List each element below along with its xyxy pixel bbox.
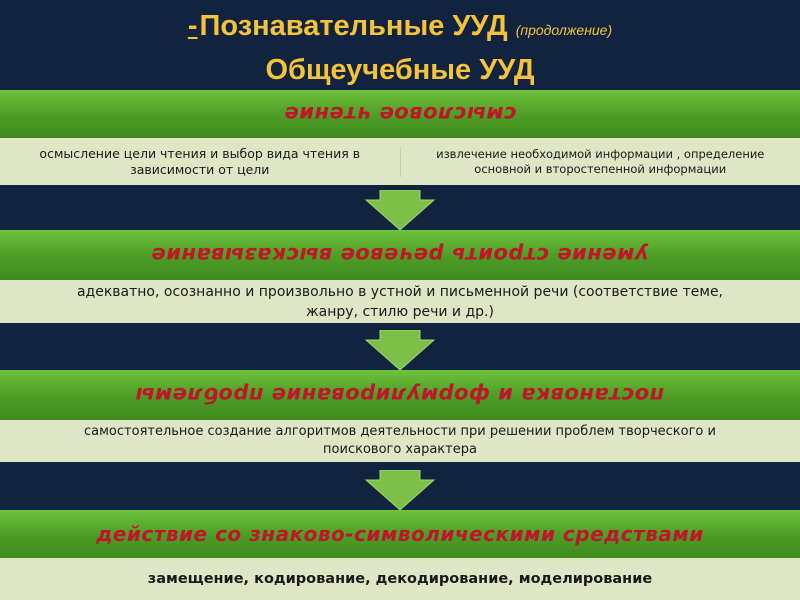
- symbolic-description: замещение, кодирование, декодирование, моделирование: [147, 571, 653, 587]
- section-text-problem: [0, 420, 800, 462]
- section-header-reading: [0, 90, 800, 138]
- page-subtitle: Общеучебные УУД: [265, 54, 535, 86]
- section-text-speech: [0, 280, 800, 323]
- section-header-problem: [0, 370, 800, 420]
- speech-description: адекватно, осознанно и произвольно в устной и письменной речи (соответствие теме, жанру, стилю речи и др.): [76, 283, 724, 320]
- down-arrow-icon: [364, 190, 436, 230]
- section-header-label: смысловое чтение: [283, 102, 517, 126]
- title-subtitle: (продолжение): [515, 22, 613, 38]
- section-header-label: действие со знаково-символическими средствами: [96, 522, 704, 546]
- page-title: [0, 10, 800, 43]
- down-arrow-icon: [364, 330, 436, 370]
- title-dash: -: [187, 10, 198, 42]
- reading-goal-text: осмысление цели чтения и выбор вида чтения в зависимости от цели: [39, 145, 361, 177]
- section-header-label: умение строить речевое высказывание: [151, 243, 649, 267]
- problem-description: самостоятельное создание алгоритмов деятельности при решении проблем творческого и поискового характера: [84, 424, 716, 457]
- section-text-symbolic: [0, 558, 800, 600]
- title-line1: Познавательные УУД: [199, 10, 508, 42]
- section-header-symbolic: [0, 510, 800, 558]
- section-header-speech: [0, 230, 800, 280]
- section-header-label: постановка и формулирование проблемы: [135, 383, 665, 407]
- information-extraction-text: извлечение необходимой информации , определение основной и второстепенной информации: [400, 147, 800, 177]
- down-arrow-icon: [364, 470, 436, 510]
- section-text-reading: [0, 138, 800, 185]
